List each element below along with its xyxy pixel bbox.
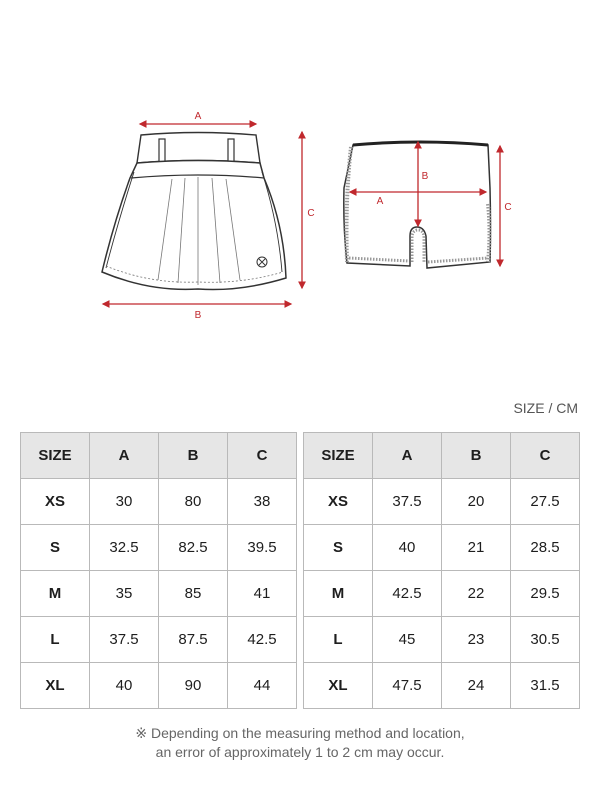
header-cell: SIZE [304,433,373,479]
value-cell: 42.5 [373,571,442,617]
skirt-waistband [137,133,260,164]
header-cell: C [511,433,580,479]
table-row [304,617,580,663]
value-cell: 29.5 [511,571,580,617]
table-row [21,617,297,663]
header-cell: B [159,433,228,479]
table-row [21,479,297,525]
shorts-dim-c-label: C [504,202,512,213]
value-cell: 90 [159,663,228,709]
skirt-body [102,161,286,290]
value-cell: 24 [442,663,511,709]
value-cell: 21 [442,525,511,571]
value-cell: 40 [373,525,442,571]
value-cell: 37.5 [373,479,442,525]
size-cell: XL [21,663,90,709]
value-cell: 37.5 [90,617,159,663]
garment-diagrams [0,0,600,340]
size-cell: XS [304,479,373,525]
size-cell: M [304,571,373,617]
size-cell: M [21,571,90,617]
shorts-dim-a-label: A [376,196,384,207]
value-cell: 85 [159,571,228,617]
table-row [304,479,580,525]
value-cell: 32.5 [90,525,159,571]
value-cell: 45 [373,617,442,663]
table-row [21,571,297,617]
value-cell: 31.5 [511,663,580,709]
value-cell: 39.5 [228,525,297,571]
size-cell: L [21,617,90,663]
skirt-dim-a-label: A [194,111,202,122]
skirt-dim-c-label: C [307,208,315,219]
value-cell: 38 [228,479,297,525]
size-cell: S [21,525,90,571]
header-cell: B [442,433,511,479]
value-cell: 87.5 [159,617,228,663]
header-cell: A [90,433,159,479]
table-row [304,571,580,617]
table-header-row [304,433,580,479]
value-cell: 41 [228,571,297,617]
footnote-line-1: ※ Depending on the measuring method and location, [135,725,465,741]
value-cell: 30 [90,479,159,525]
size-cell: XL [304,663,373,709]
value-cell: 20 [442,479,511,525]
skirt-size-table [20,432,297,709]
value-cell: 80 [159,479,228,525]
table-row [304,663,580,709]
value-cell: 22 [442,571,511,617]
shorts-dim-b-label: B [421,171,429,182]
shorts-size-table [303,432,580,709]
value-cell: 44 [228,663,297,709]
skirt-belt-loop-left [159,139,165,163]
header-cell: A [373,433,442,479]
value-cell: 27.5 [511,479,580,525]
skirt-diagram [102,111,315,321]
table-row [21,525,297,571]
skirt-belt-loop-right [228,139,234,163]
header-cell: C [228,433,297,479]
skirt-logo-icon [257,257,267,267]
table-header-row [21,433,297,479]
value-cell: 30.5 [511,617,580,663]
size-cell: L [304,617,373,663]
value-cell: 28.5 [511,525,580,571]
value-cell: 42.5 [228,617,297,663]
skirt-dim-b-label: B [194,310,202,321]
value-cell: 47.5 [373,663,442,709]
size-cell: S [304,525,373,571]
value-cell: 40 [90,663,159,709]
size-cell: XS [21,479,90,525]
table-row [304,525,580,571]
value-cell: 35 [90,571,159,617]
value-cell: 23 [442,617,511,663]
value-cell: 82.5 [159,525,228,571]
shorts-body [344,142,491,268]
footnote-line-2: an error of approximately 1 to 2 cm may occur. [155,744,445,760]
units-label: SIZE / CM [513,400,578,416]
header-cell: SIZE [21,433,90,479]
measurement-footnote [0,724,600,762]
shorts-diagram [344,142,512,268]
table-row [21,663,297,709]
